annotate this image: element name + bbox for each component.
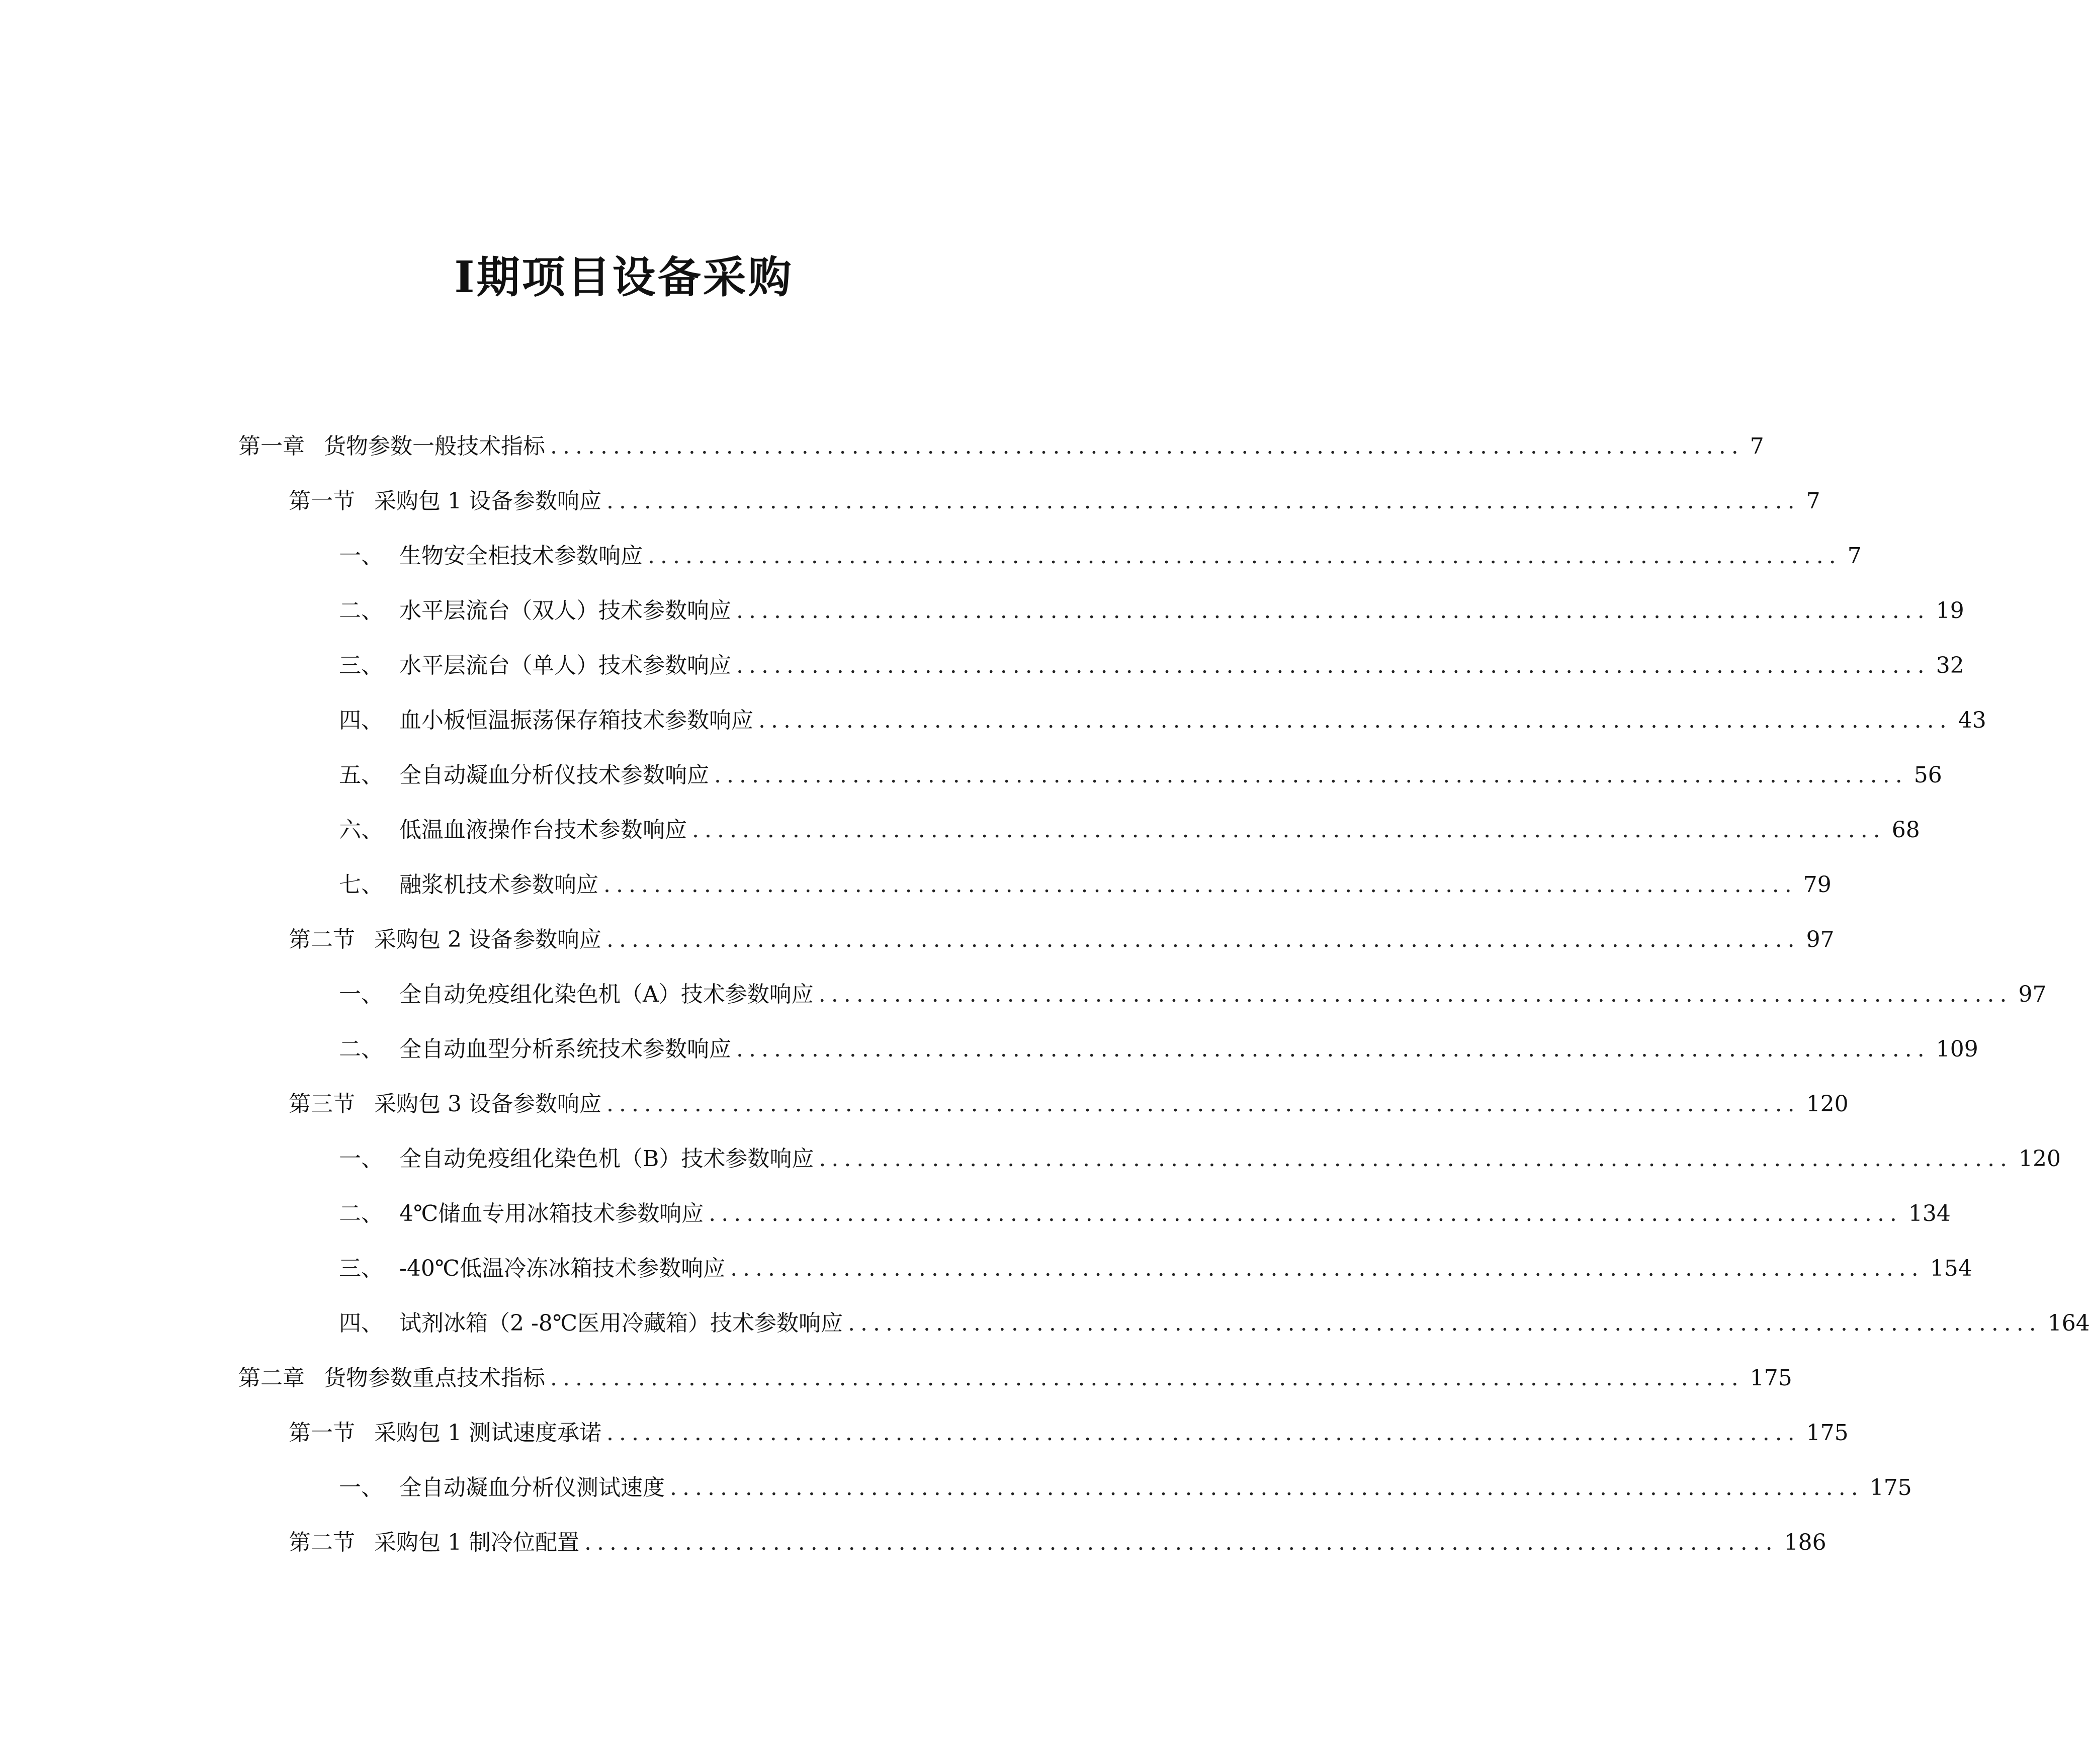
toc-page-number: 97 [2018,982,2047,1007]
toc-number: 第二节 [289,1530,355,1555]
toc-title: 全自动凝血分析仪技术参数响应 [399,762,709,788]
toc-entry[interactable] [289,481,1820,521]
toc-entry[interactable] [289,1084,1849,1124]
toc-page-number: 134 [1908,1201,1951,1226]
toc-page-number: 120 [1806,1091,1849,1117]
toc-leader-dots: ............................................................................................... [550,1365,1744,1391]
toc-page-number: 43 [1958,708,1986,733]
toc-number: 第一节 [289,1420,355,1446]
toc-number: 一、 [339,982,383,1007]
toc-entry[interactable] [339,1029,1978,1070]
toc-title: 融浆机技术参数响应 [399,872,598,898]
toc-entry[interactable] [289,1523,1826,1563]
toc-number: 一、 [339,1146,383,1172]
toc-leader-dots: ............................................................................................... [648,543,1842,569]
toc-entry[interactable] [289,920,1835,960]
toc-leader-dots: ............................................................................................... [819,1146,2013,1172]
toc-page-number: 154 [1930,1256,1972,1281]
toc-page-number: 175 [1750,1365,1792,1391]
toc-number: 第一章 [238,433,305,459]
toc-entry[interactable] [339,1194,1951,1234]
toc-entry[interactable] [339,1249,1972,1289]
toc-page-number: 175 [1806,1420,1849,1446]
toc-number: 第二节 [289,927,355,952]
toc-page-number: 56 [1913,762,1942,788]
toc-entry[interactable] [339,700,1986,741]
toc-page-number: 7 [1806,488,1820,514]
toc-entry[interactable] [238,426,1764,467]
toc-leader-dots: ............................................................................................... [736,598,1930,624]
toc-title: 低温血液操作台技术参数响应 [399,817,687,843]
toc-title: 采购包 3 设备参数响应 [374,1091,601,1117]
toc-title: 血小板恒温振荡保存箱技术参数响应 [399,708,753,733]
toc-entry[interactable] [339,646,1964,686]
toc-leader-dots: ............................................................................................... [709,1201,1902,1226]
toc-title: 生物安全柜技术参数响应 [399,543,643,569]
toc-title: 全自动血型分析系统技术参数响应 [399,1036,731,1062]
toc-leader-dots: ............................................................................................... [848,1310,2042,1336]
toc-page-number: 32 [1936,653,1964,678]
toc-title: 水平层流台（双人）技术参数响应 [399,598,731,624]
toc-number: 四、 [339,708,383,733]
toc-number: 五、 [339,762,383,788]
toc-title: 水平层流台（单人）技术参数响应 [399,653,731,678]
toc-title: 全自动凝血分析仪测试速度 [399,1475,665,1501]
toc-page-number: 186 [1784,1530,1826,1555]
toc-page-number: 175 [1869,1475,1912,1501]
toc-number: 二、 [339,598,383,624]
toc-entry[interactable] [339,1303,2090,1344]
toc-title: 采购包 1 测试速度承诺 [374,1420,601,1446]
toc-title: 货物参数一般技术指标 [324,433,545,459]
toc-page-number: 79 [1803,872,1832,898]
toc-leader-dots: ............................................................................................... [606,927,1800,952]
toc-number: 四、 [339,1310,383,1336]
toc-entry[interactable] [339,755,1942,796]
toc-leader-dots: ............................................................................................... [736,1036,1930,1062]
toc-page-number: 109 [1936,1036,1978,1062]
toc-page-number: 7 [1847,543,1862,569]
toc-leader-dots: ............................................................................................... [584,1530,1778,1555]
toc-number: 一、 [339,1475,383,1501]
toc-entry[interactable] [238,1358,1792,1398]
toc-number: 第二章 [238,1365,305,1391]
toc-leader-dots: ............................................................................................... [818,982,2013,1007]
toc-title: -40℃低温冷冻冰箱技术参数响应 [399,1256,726,1281]
toc-title: 采购包 1 制冷位配置 [374,1530,579,1555]
toc-page-number: 97 [1806,927,1835,952]
toc-entry[interactable] [339,591,1964,631]
toc-title: 采购包 2 设备参数响应 [374,927,601,952]
toc-number: 三、 [339,653,383,678]
toc-entry[interactable] [339,865,1832,905]
toc-leader-dots: ............................................................................................... [692,817,1886,843]
toc-page-number: 7 [1750,433,1764,459]
toc-leader-dots: ............................................................................................... [606,488,1800,514]
toc-page-number: 19 [1936,598,1964,624]
toc-title: 货物参数重点技术指标 [324,1365,545,1391]
toc-leader-dots: ............................................................................................... [606,1420,1800,1446]
toc-entry[interactable] [339,1468,1912,1508]
toc-title: 试剂冰箱（2 -8℃医用冷藏箱）技术参数响应 [399,1310,843,1336]
toc-title: 采购包 1 设备参数响应 [374,488,601,514]
toc-page-number: 68 [1891,817,1920,843]
toc-entry[interactable] [339,810,1920,850]
toc-leader-dots: ............................................................................................... [730,1256,1924,1281]
toc-leader-dots: ............................................................................................... [603,872,1797,898]
toc-leader-dots: ............................................................................................... [736,653,1930,678]
toc-leader-dots: ............................................................................................... [606,1091,1800,1117]
toc-number: 三、 [339,1256,383,1281]
toc-number: 六、 [339,817,383,843]
toc-leader-dots: ............................................................................................... [714,762,1908,788]
toc-number: 一、 [339,543,383,569]
toc-entry[interactable] [339,1139,2061,1179]
toc-number: 七、 [339,872,383,898]
toc-entry[interactable] [339,975,2047,1015]
toc-number: 第一节 [289,488,355,514]
toc-page-number: 120 [2019,1146,2061,1172]
toc-number: 第三节 [289,1091,355,1117]
toc-leader-dots: ............................................................................................... [758,708,1952,733]
toc-title: 4℃储血专用冰箱技术参数响应 [399,1201,704,1226]
toc-page-number: 164 [2047,1310,2090,1336]
toc-entry[interactable] [339,536,1862,576]
toc-title: 全自动免疫组化染色机（A）技术参数响应 [399,982,814,1007]
toc-leader-dots: ............................................................................................... [670,1475,1864,1501]
toc-leader-dots: ............................................................................................... [550,433,1744,459]
document-title: Ⅰ期项目设备采购 [454,252,794,303]
toc-title: 全自动免疫组化染色机（B）技术参数响应 [399,1146,814,1172]
toc-number: 二、 [339,1201,383,1226]
toc-entry[interactable] [289,1413,1849,1453]
toc-number: 二、 [339,1036,383,1062]
